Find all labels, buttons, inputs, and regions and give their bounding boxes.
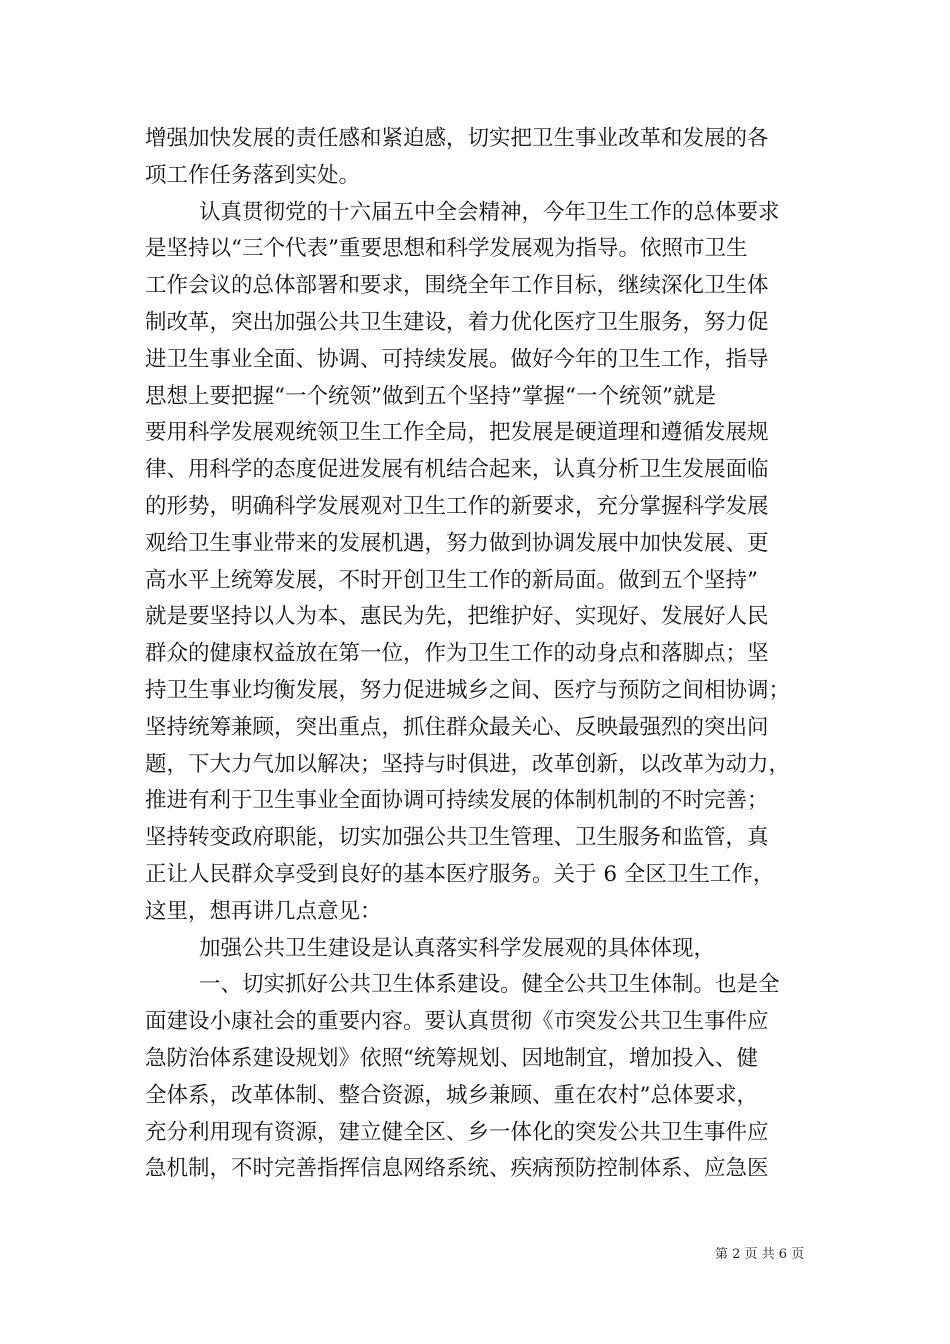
text-line: 急防治体系建设规划》依照“统筹规划、因地制宜，增加投入、健	[145, 1045, 758, 1071]
text-line: 群众的健康权益放在第一位，作为卫生工作的动身点和落脚点；坚	[145, 641, 769, 667]
text-line: 的形势，明确科学发展观对卫生工作的新要求，充分掌握科学发展	[145, 493, 769, 519]
text-line: 就是要坚持以人为本、惠民为先，把维护好、实现好、发展好人民	[145, 604, 769, 630]
text-line: 推进有利于卫生事业全面协调可持续发展的体制机制的不时完善；	[145, 788, 769, 814]
text-line: 这里，想再讲几点意见：	[145, 898, 382, 924]
text-line: 工作会议的总体部署和要求，围绕全年工作目标，继续深化卫生体	[145, 273, 769, 299]
text-line: 正让人民群众享受到良好的基本医疗服务。关于 6 全区卫生工作，	[145, 861, 775, 887]
text-line: 坚持转变政府职能，切实加强公共卫生管理、卫生服务和监管，真	[145, 825, 769, 851]
text-line: 进卫生事业全面、协调、可持续发展。做好今年的卫生工作，指导	[145, 346, 769, 372]
text-line: 急机制，不时完善指挥信息网络系统、疾病预防控制体系、应急医	[145, 1156, 769, 1182]
document-body	[145, 121, 815, 1188]
page-number: 第 2 页 共 6 页	[715, 1247, 805, 1262]
paragraph-start-line: 认真贯彻党的十六届五中全会精神，今年卫生工作的总体要求	[199, 199, 780, 225]
text-line: 律、用科学的态度促进发展有机结合起来，认真分析卫生发展面临	[145, 457, 769, 483]
text-line: 坚持统筹兼顾，突出重点，抓住群众最关心、反映最强烈的突出问	[145, 714, 769, 740]
text-line: 高水平上统筹发展，不时开创卫生工作的新局面。做到五个坚持”	[145, 567, 758, 593]
text-line: 充分利用现有资源，建立健全区、乡一体化的突发公共卫生事件应	[145, 1119, 769, 1145]
paragraph-start-line: 加强公共卫生建设是认真落实科学发展观的具体体现，	[199, 935, 716, 961]
text-line: 面建设小康社会的重要内容。要认真贯彻《市突发公共卫生事件应	[145, 1009, 769, 1035]
text-line: 全体系，改革体制、整合资源，城乡兼顾、重在农村”总体要求，	[145, 1082, 758, 1108]
text-line: 是坚持以“三个代表”重要思想和科学发展观为指导。依照市卫生	[145, 236, 748, 262]
text-line: 制改革，突出加强公共卫生建设，着力优化医疗卫生服务，努力促	[145, 309, 769, 335]
text-line: 项工作任务落到实处。	[145, 162, 361, 188]
text-line: 思想上要把握“一个统领”做到五个坚持”掌握“一个统领”就是	[145, 383, 716, 409]
text-line: 要用科学发展观统领卫生工作全局，把发展是硬道理和遵循发展规	[145, 420, 769, 446]
text-line: 题，下大力气加以解决；坚持与时俱进，改革创新，以改革为动力，	[145, 751, 791, 777]
text-line: 持卫生事业均衡发展，努力促进城乡之间、医疗与预防之间相协调；	[145, 677, 791, 703]
paragraph-start-line: 一、切实抓好公共卫生体系建设。健全公共卫生体制。也是全	[199, 972, 780, 998]
text-line: 增强加快发展的责任感和紧迫感，切实把卫生事业改革和发展的各	[145, 126, 769, 151]
text-line: 观给卫生事业带来的发展机遇，努力做到协调发展中加快发展、更	[145, 530, 769, 556]
